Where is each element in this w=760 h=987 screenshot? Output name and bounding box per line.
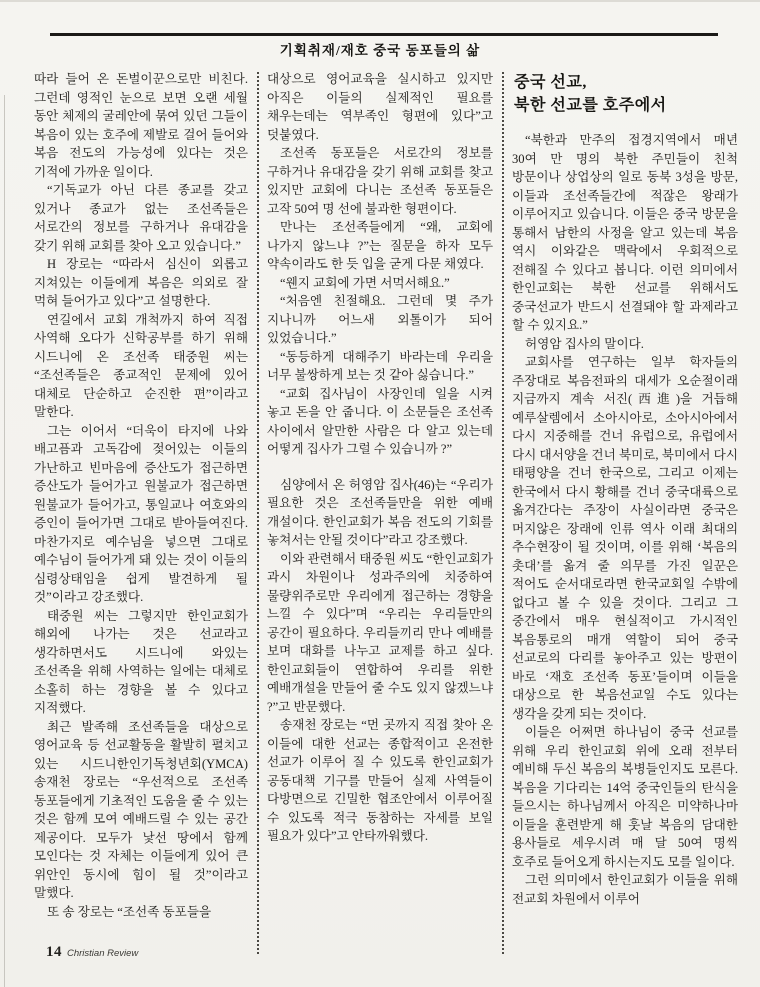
paragraph: H 장로는 “따라서 심신이 외롭고 지쳐있는 이들에게 복음은 의외로 잘 먹혀 들어가고 있다”고 설명한다. <box>34 257 248 308</box>
section-header-title: 기획취재/재호 중국 동포들의 삶 <box>279 43 481 58</box>
paragraph: “기독교가 아닌 다른 종교를 갖고 있거나 종교가 없는 조선족들은 서로간의 정보를 구하거나 유대감을 갖기 위해 교회를 찾아 오고 있습니다.” <box>34 183 248 253</box>
paragraph: 최근 발족해 조선족들을 대상으로 영어교육 등 선교활동을 활발히 펼치고 있는 시드니한인기독청년회(YMCA) 송재천 장로는 “우선적으로 조선족 동포들에게 기초적인 도움을 줄 수 있는 것은 함께 모여 예배드릴 수 있는 공간 제공이다. 모두가 낯선 땅에서 함께 모인다는 것 자체는 이들에게 있어 큰 위안인 동시에 힘이 될 것”이라고 말했다. <box>34 719 248 900</box>
column-1 <box>34 70 248 958</box>
paragraph: 이들은 어쩌면 하나님이 중국 선교를 위해 우리 한인교회 위에 오래 전부터 예비해 두신 복음의 복병들인지도 모른다. 복음을 기다리는 14억 중국인들의 탄식을 들으시는 하나님께서 아직은 미약하나마 이들을 훈련받게 해 훗날 복음의 담대한 용사들로 세우시려 매 달 50여 명씩 호주로 들어오게 하시는지도 모를 일이다. <box>512 725 738 869</box>
column-2 <box>267 70 493 958</box>
column-divider-dotted <box>502 72 504 954</box>
paragraph: 따라 들어 온 돈벌이꾼으로만 비친다. 그런데 영적인 눈으로 보면 오랜 세월 동안 체제의 굴레안에 묶여 있던 그들이 복음이 있는 호주에 제발로 걸어 들어와 복음 전도의 가능성에 있다는 것은 기적에 가까운 일이다. <box>34 72 248 179</box>
column-divider-dotted <box>257 72 259 954</box>
paragraph: “웬지 교회에 가면 서먹서해요.” <box>280 275 450 290</box>
page-footer <box>46 943 138 961</box>
page-number: 14 <box>46 944 62 960</box>
paragraph: 송재천 장로는 “먼 곳까지 직접 찾아 온 이들에 대한 선교는 종합적이고 온전한 선교가 이루어 질 수 있도록 한인교회가 공동대책 기구를 만들어 실제 사역들이 다방면으로 긴밀한 협조안에서 이루어질 수 있도록 적극 동참하는 자세를 보일 필요가 있다”고 안타까워했다. <box>267 718 493 843</box>
column-3 <box>512 70 738 958</box>
paragraph: 조선족 동포들은 서로간의 정보를 구하거나 유대감을 갖기 위해 교회를 찾고 있지만 교회에 다니는 조선족 동포들은 고작 50여 명 선에 불과한 형편이다. <box>267 146 493 216</box>
header-rule <box>50 33 718 36</box>
subsection-heading-line1: 중국 선교, <box>514 74 587 91</box>
paragraph: 태중원 씨는 그렇지만 한인교회가 해외에 나가는 것은 선교라고 생각하면서도 시드니에 와있는 조선족을 위해 사역하는 일에는 대체로 소홀히 하는 경향을 볼 수 있다고 지적했다. <box>34 608 248 715</box>
scan-artifact-top <box>0 0 760 2</box>
paragraph: 이와 관련해서 태중원 씨도 “한인교회가 과시 차원이나 성과주의에 치중하여 물량위주로만 우리에게 접근하는 경향을 느낄 수 있다”며 “우리는 우리들만의 공간이 필요하다. 우리들끼리 만나 예배를 보며 대화를 나누고 교제를 하고 싶다. 한인교회들이 연합하여 우리를 위한 예배개설을 만들어 줄 수도 있지 않겠느냐 ?”고 반문했다. <box>267 551 493 714</box>
paragraph: 대상으로 영어교육을 실시하고 있지만 아직은 이들의 실제적인 필요를 채우는데는 역부족인 형편에 있다”고 덧붙였다. <box>267 72 493 142</box>
paragraph: “북한과 만주의 접경지역에서 매년 30여 만 명의 북한 주민들이 친척 방문이나 상업상의 일로 동북 3성을 방문, 이들과 조선족들간에 적잖은 왕래가 이루어지고 있습니다. 이들은 중국 방문을 통해서 남한의 사정을 알고 있는데 복음 역시 이와같은 맥락에서 우회적으로 전해질 수 있다고 봅니다. 이런 의미에서 한인교회는 북한 선교를 위해서도 중국선교가 반드시 선결돼야 할 과제라고 할 수 있지요.” <box>512 133 738 333</box>
paragraph: 교회사를 연구하는 일부 학자들의 주장대로 복음전파의 대세가 오순절이래 지금까지 계속 서진(西進)을 거듭해 예루살렘에서 소아시아로, 소아시아에서 다시 지중해를 건너 유럽으로, 유럽에서 다시 대서양을 건너 북미로, 북미에서 다시 태평양을 건너 한국으로, 그리고 이제는 한국에서 다시 황해를 건너 중국대륙으로 옮겨간다는 주장이 사실이라면 중국은 머지않은 장래에 인류 역사 이래 최대의 추수현장이 될 것이며, 이를 위해 ‘복음의 촛대’를 옮겨 줄 의무를 가진 일꾼은 적어도 순서대로라면 한국교회일 수밖에 없다고 볼 수 있을 것이다. 그리고 그 중간에서 매우 현실적이고 가시적인 복음통로의 매개 역할이 되어 중국 선교로의 다리를 놓아주고 있는 방편이 바로 ‘재호 조선족 동포’들이며 이들을 대상으로 한 복음선교일 수도 있다는 생각을 갖게 되는 것이다. <box>512 355 738 721</box>
paragraph: “동등하게 대해주기 바라는데 우리을 너무 불쌍하게 보는 것 같아 싫습니다.” <box>267 349 493 382</box>
paragraph: “처음엔 친절해요. 그런데 몇 주가 지나니까 어느새 외톨이가 되어 있었습니다.” <box>267 294 493 345</box>
paragraph: “교회 집사님이 사장인데 일을 시켜 놓고 돈을 안 줍니다. 이 소문들은 조선족 사이에서 알만한 사람은 다 알고 있는데 어떻게 집사가 그럴 수 있습니까 ?” <box>267 386 493 456</box>
paragraph: 그런 의미에서 한인교회가 이들을 위해 전교회 차원에서 이루어 <box>512 873 738 906</box>
paragraph: 또 송 장로는 “조선족 동포들을 <box>47 904 212 919</box>
article-body <box>34 70 738 958</box>
paragraph: 그는 이어서 “더욱이 타지에 나와 배고픔과 고독감에 젖어있는 이들의 가난하고 빈마음에 증산도가 접근하면 증산도가 들어가고 원불교가 접근하면 원불교가 들어가고, 통일교나 여호와의 증인이 들어가면 그대로 받아들여진다. 마찬가지로 예수님을 넣으면 그대로 예수님이 들어가게 돼 있는 것이 이들의 심령상태임을 쉽게 발견하게 될 것”이라고 강조했다. <box>34 423 248 604</box>
paragraph: 허영암 집사의 말이다. <box>525 336 644 351</box>
paragraph: 만나는 조선족들에게 “왜, 교회에 나가지 않느냐 ?”는 질문을 하자 모두 약속이라도 한 듯 입을 굳게 다문 채였다. <box>267 220 493 271</box>
magazine-title: Christian Review <box>67 948 139 959</box>
paragraph: 연길에서 교회 개척까지 하여 직접 사역해 오다가 신학공부를 하기 위해 시드니에 온 조선족 태중원 씨는 “조선족들은 종교적인 문제에 있어 대체로 단순하고 순진한 편”이라고 말한다. <box>34 312 248 419</box>
subsection-heading-line2: 북한 선교를 호주에서 <box>514 97 667 115</box>
paragraph: 심양에서 온 허영암 집사(46)는 “우리가 필요한 것은 조선족들만을 위한 예배 개설이다. 한인교회가 복음 전도의 기회를 놓쳐서는 안될 것이다”라고 강조했다. <box>267 477 493 547</box>
subsection-heading <box>514 71 738 117</box>
scan-artifact-left-edge <box>4 95 5 987</box>
